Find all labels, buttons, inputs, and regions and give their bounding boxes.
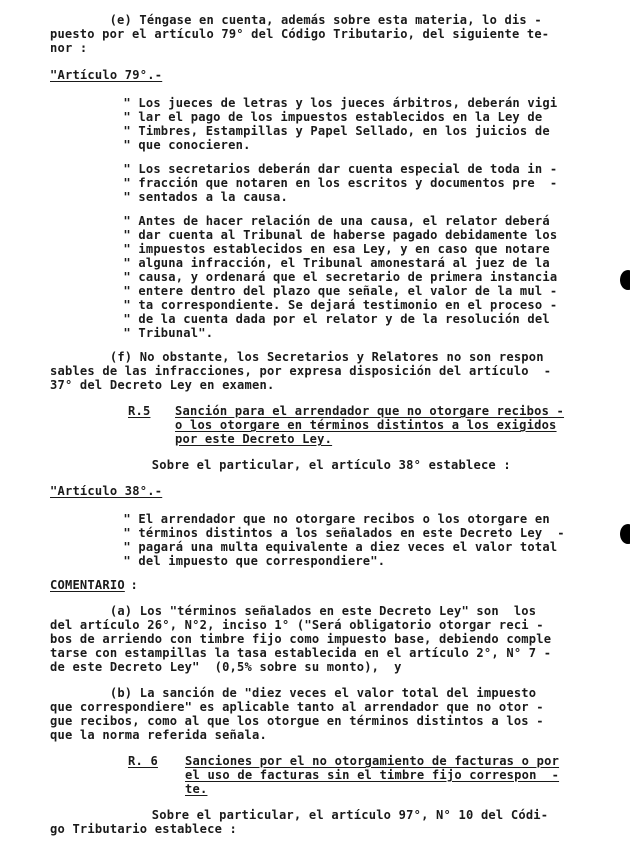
text-line: " ta correspondiente. Se dejará testimonio en el proceso -	[86, 298, 558, 312]
punch-hole	[620, 270, 630, 290]
text-line: " de la cuenta dada por el relator y de la resolución del	[86, 312, 550, 326]
text-line: que la norma referida señala.	[50, 728, 267, 742]
text-line: " dar cuenta al Tribunal de haberse pagado debidamente los	[86, 228, 558, 242]
section-title: o los otorgare en términos distintos a los exigidos	[175, 418, 557, 432]
section-title: el uso de facturas sin el timbre fijo correspon -	[185, 768, 560, 782]
text-line: del artículo 26°, N°2, inciso 1° ("Será obligatorio otorgar reci -	[50, 618, 544, 632]
section-number: R.5	[128, 404, 151, 418]
text-line: " causa, y ordenará que el secretario de primera instancia	[86, 270, 558, 284]
text-line: " alguna infracción, el Tribunal amonestará al juez de la	[86, 256, 550, 270]
text-line: " entere dentro del plazo que señale, el valor de la mul -	[86, 284, 558, 298]
text-line: de este Decreto Ley" (0,5% sobre su monto), y	[50, 660, 402, 674]
article-heading: "Artículo 38°.-	[50, 484, 163, 498]
text-line: " pagará una multa equivalente a diez veces el valor total	[86, 540, 558, 554]
text-line: " El arrendador que no otorgare recibos o los otorgare en	[86, 512, 550, 526]
punch-hole	[620, 524, 630, 544]
text-line: :	[123, 578, 138, 592]
text-line: tarse con estampillas la tasa establecida en el artículo 2°, N° 7 -	[50, 646, 552, 660]
text-line: (b) La sanción de "diez veces el valor total del impuesto	[50, 686, 537, 700]
text-line: " que conocieren.	[86, 138, 251, 152]
text-line: " Los jueces de letras y los jueces árbitros, deberán vigi	[86, 96, 558, 110]
text-line: nor :	[50, 41, 88, 55]
article-heading: "Artículo 79°.-	[50, 68, 163, 82]
section-title: por este Decreto Ley.	[175, 432, 333, 446]
text-line: gue recibos, como al que los otorgue en términos distintos a los -	[50, 714, 544, 728]
text-line: que correspondiere" es aplicable tanto al arrendador que no otor -	[50, 700, 544, 714]
section-number: R. 6	[128, 754, 158, 768]
text-line: go Tributario establece :	[50, 822, 238, 836]
text-line: " fracción que notaren en los escritos y documentos pre -	[86, 176, 558, 190]
text-line: Sobre el particular, el artículo 97°, N° 10 del Códi-	[62, 808, 549, 822]
text-line: " términos distintos a los señalados en este Decreto Ley -	[86, 526, 565, 540]
text-line: " Los secretarios deberán dar cuenta especial de toda in -	[86, 162, 558, 176]
section-title: Sanción para el arrendador que no otorgare recibos -	[175, 404, 565, 418]
text-line: bos de arriendo con timbre fijo como impuesto base, debiendo comple	[50, 632, 552, 646]
text-line: (f) No obstante, los Secretarios y Relatores no son respon	[50, 350, 544, 364]
text-line: puesto por el artículo 79° del Código Tributario, del siguiente te-	[50, 27, 550, 41]
text-line: " impuestos establecidos en esa Ley, y en caso que notare	[86, 242, 550, 256]
text-line: 37° del Decreto Ley en examen.	[50, 378, 275, 392]
section-title: Sanciones por el no otorgamiento de facturas o por	[185, 754, 560, 768]
text-line: " del impuesto que correspondiere".	[86, 554, 386, 568]
text-line: (e) Téngase en cuenta, además sobre esta materia, lo dis -	[50, 13, 542, 27]
comment-heading: COMENTARIO	[50, 578, 125, 592]
text-line: " Tribunal".	[86, 326, 214, 340]
text-line: sables de las infracciones, por expresa disposición del artículo -	[50, 364, 552, 378]
text-line: " Antes de hacer relación de una causa, el relator deberá	[86, 214, 550, 228]
text-line: (a) Los "términos señalados en este Decreto Ley" son los	[50, 604, 537, 618]
text-line: Sobre el particular, el artículo 38° establece :	[62, 458, 511, 472]
text-line: " lar el pago de los impuestos establecidos en la Ley de	[86, 110, 543, 124]
text-line: " Timbres, Estampillas y Papel Sellado, en los juicios de	[86, 124, 550, 138]
text-line: " sentados a la causa.	[86, 190, 288, 204]
section-title: te.	[185, 782, 208, 796]
